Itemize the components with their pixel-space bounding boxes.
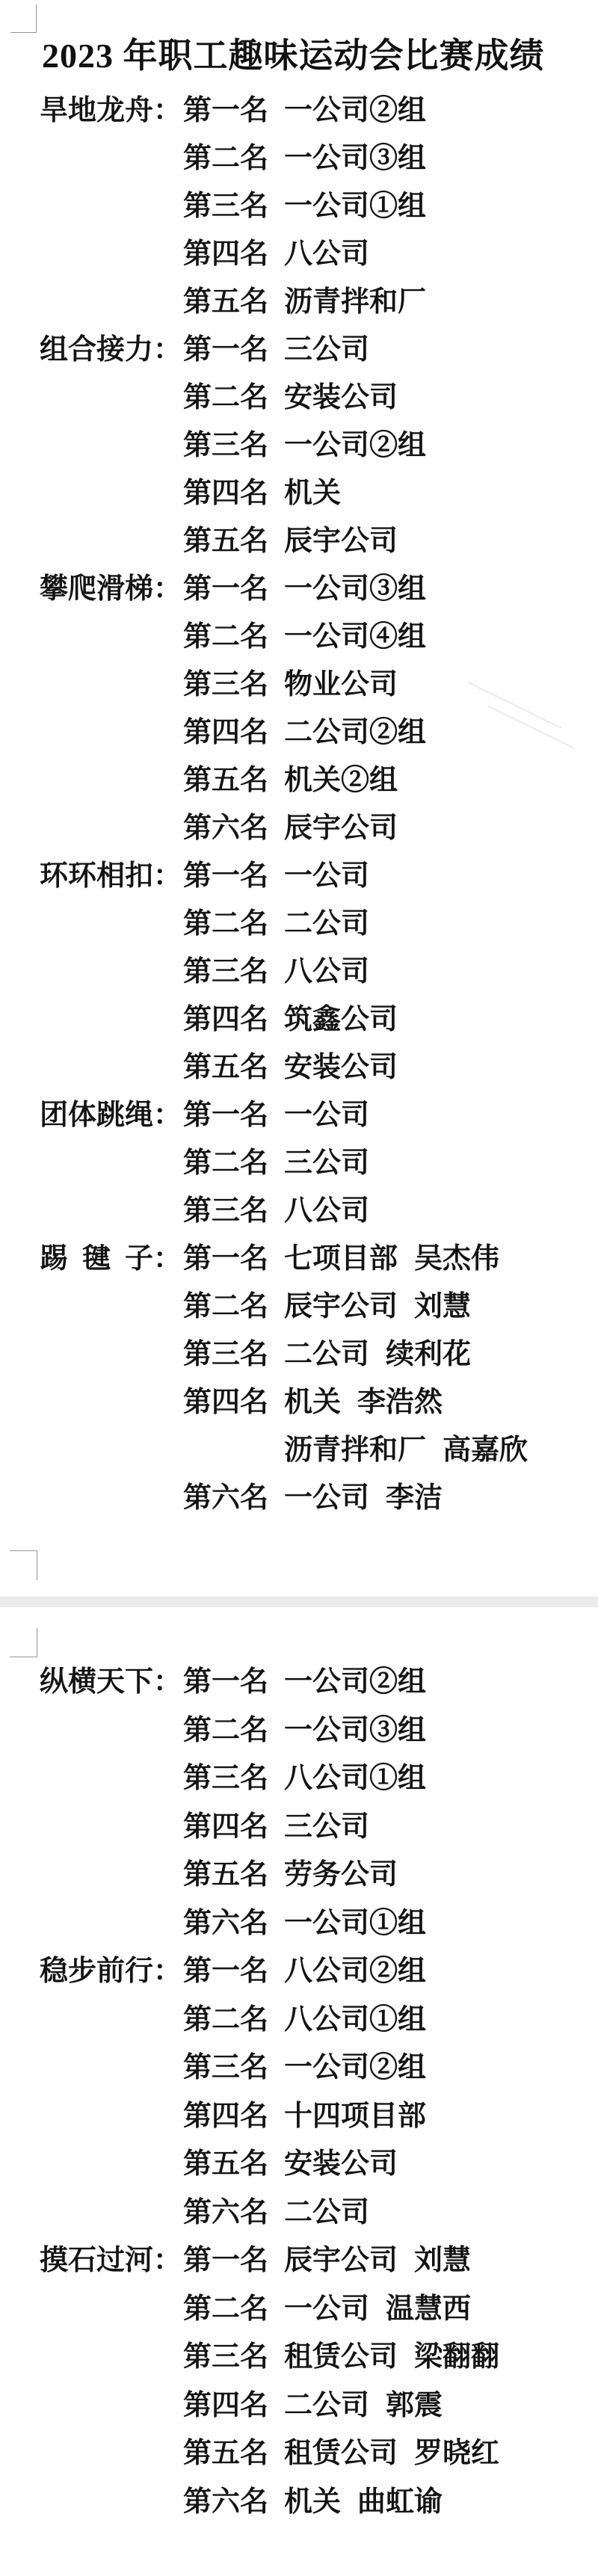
result-row xyxy=(0,1666,598,1698)
team-name xyxy=(284,2341,499,2373)
rank-label: 第一名 xyxy=(183,95,269,126)
team-name xyxy=(284,1243,499,1275)
result-row xyxy=(0,1387,598,1418)
event-name: 旱地龙舟 xyxy=(40,95,154,126)
team-text: 沥青拌和厂 xyxy=(284,1435,427,1466)
team-name xyxy=(284,765,398,796)
rank-label: 第三名 xyxy=(183,669,269,700)
event-name: 攀爬滑梯 xyxy=(40,573,154,605)
team-name xyxy=(284,1052,398,1083)
team-text: 一公司②组 xyxy=(284,430,427,461)
event-colon: ： xyxy=(153,95,182,126)
rank-label: 第三名 xyxy=(183,1339,269,1370)
team-name xyxy=(284,1482,443,1514)
rank-label: 第三名 xyxy=(183,1763,269,1794)
page-separator xyxy=(0,1597,598,1607)
result-row xyxy=(0,526,598,557)
team-text: 一公司 xyxy=(284,1482,370,1514)
result-row xyxy=(0,860,598,892)
event-colon: ： xyxy=(153,860,182,892)
team-text: 三公司 xyxy=(284,1147,370,1179)
team-text: 一公司①组 xyxy=(284,191,427,222)
result-row xyxy=(0,1859,598,1891)
rank-label: 第三名 xyxy=(183,191,269,222)
page1-top-left-corner-mark xyxy=(10,4,37,33)
result-row xyxy=(0,1100,598,1131)
event-name: 纵横天下 xyxy=(40,1666,154,1698)
rank-label: 第六名 xyxy=(183,2486,269,2518)
result-row xyxy=(0,1811,598,1843)
team-text: 安装公司 xyxy=(284,1052,398,1083)
team-text: 一公司 xyxy=(284,2293,370,2325)
person-name: 罗晓红 xyxy=(414,2438,500,2469)
result-row xyxy=(0,95,598,126)
person-name: 郭震 xyxy=(386,2390,443,2421)
result-row xyxy=(0,2004,598,2036)
team-name xyxy=(284,238,369,270)
team-text: 七项目部 xyxy=(284,1243,398,1275)
rank-label: 第三名 xyxy=(183,2341,269,2373)
team-name xyxy=(284,478,341,509)
event-label xyxy=(40,573,182,605)
rank-label: 第五名 xyxy=(183,765,269,796)
team-name xyxy=(284,813,398,844)
team-name xyxy=(284,526,398,557)
rank-label: 第五名 xyxy=(183,1859,269,1891)
rank-label: 第六名 xyxy=(183,1482,269,1514)
rank-label: 第四名 xyxy=(183,1004,269,1035)
team-text: 二公司 xyxy=(284,2390,370,2421)
rank-label: 第四名 xyxy=(183,717,269,748)
team-name xyxy=(284,382,398,413)
event-label xyxy=(40,334,182,366)
rank-label: 第四名 xyxy=(183,238,269,270)
event-label xyxy=(40,860,182,892)
rank-label: 第二名 xyxy=(183,1291,269,1322)
result-row xyxy=(0,286,598,318)
rank-label: 第一名 xyxy=(183,573,269,605)
person-name: 温慧西 xyxy=(386,2293,472,2325)
team-name xyxy=(284,2486,443,2518)
result-row xyxy=(0,2390,598,2421)
result-row xyxy=(0,1339,598,1370)
team-text: 一公司①组 xyxy=(284,1908,427,1939)
team-text: 八公司①组 xyxy=(284,2004,427,2036)
team-name xyxy=(284,2438,499,2469)
team-name xyxy=(284,1291,471,1322)
team-name xyxy=(284,95,426,126)
team-name xyxy=(284,1908,426,1939)
team-name xyxy=(284,1195,369,1227)
rank-label: 第二名 xyxy=(183,908,269,940)
team-name xyxy=(284,1387,443,1418)
team-name xyxy=(284,286,426,318)
rank-label: 第一名 xyxy=(183,1243,269,1275)
team-text: 八公司 xyxy=(284,238,370,270)
team-text: 一公司 xyxy=(284,1100,370,1131)
team-text: 十四项目部 xyxy=(284,2101,427,2132)
result-row xyxy=(0,1147,598,1179)
result-row xyxy=(0,1956,598,1987)
rank-label: 第二名 xyxy=(183,1147,269,1179)
team-name xyxy=(284,2245,471,2276)
result-row xyxy=(0,2245,598,2276)
result-row xyxy=(0,813,598,844)
team-text: 辰宇公司 xyxy=(284,1291,398,1322)
team-name xyxy=(284,1666,426,1698)
rank-label: 第五名 xyxy=(183,1052,269,1083)
team-text: 机关 xyxy=(284,2486,342,2518)
team-text: 租赁公司 xyxy=(284,2438,398,2469)
team-text: 一公司②组 xyxy=(284,1666,427,1698)
result-row xyxy=(0,2341,598,2373)
team-text: 八公司①组 xyxy=(284,1763,427,1794)
event-colon: ： xyxy=(153,573,182,605)
result-row xyxy=(0,238,598,270)
person-name: 刘慧 xyxy=(414,1291,472,1322)
team-name xyxy=(284,2293,471,2325)
event-colon: ： xyxy=(153,1243,182,1275)
rank-label: 第二名 xyxy=(183,2293,269,2325)
team-name xyxy=(284,1100,369,1131)
rank-label: 第二名 xyxy=(183,143,269,174)
team-name xyxy=(284,669,398,700)
team-text: 一公司 xyxy=(284,860,370,892)
result-row xyxy=(0,2438,598,2469)
rank-label: 第一名 xyxy=(183,2245,269,2276)
rank-label: 第一名 xyxy=(183,1666,269,1698)
result-row xyxy=(0,2052,598,2083)
person-name: 梁翻翻 xyxy=(414,2341,500,2373)
team-name xyxy=(284,2052,426,2083)
team-text: 物业公司 xyxy=(284,669,398,700)
team-text: 一公司③组 xyxy=(284,573,427,605)
team-text: 机关②组 xyxy=(284,765,398,796)
result-row xyxy=(0,430,598,461)
person-name: 续利花 xyxy=(386,1339,472,1370)
result-row xyxy=(0,573,598,605)
rank-label: 第四名 xyxy=(183,1387,269,1418)
rank-label: 第一名 xyxy=(183,1100,269,1131)
team-name xyxy=(284,717,426,748)
team-text: 辰宇公司 xyxy=(284,813,398,844)
team-text: 辰宇公司 xyxy=(284,526,398,557)
rank-label: 第三名 xyxy=(183,956,269,987)
team-name xyxy=(284,1956,426,1987)
team-name xyxy=(284,2004,426,2036)
rank-label: 第四名 xyxy=(183,478,269,509)
team-name xyxy=(284,1435,528,1466)
result-row xyxy=(0,1052,598,1083)
team-name xyxy=(284,860,369,892)
result-row xyxy=(0,908,598,940)
rank-label: 第四名 xyxy=(183,2101,269,2132)
rank-label: 第三名 xyxy=(183,1195,269,1227)
team-text: 二公司 xyxy=(284,1339,370,1370)
team-text: 一公司③组 xyxy=(284,1715,427,1746)
team-text: 三公司 xyxy=(284,334,370,366)
event-label xyxy=(40,1243,182,1275)
rank-label: 第三名 xyxy=(183,2052,269,2083)
team-name xyxy=(284,1147,369,1179)
rank-label: 第一名 xyxy=(183,860,269,892)
result-row xyxy=(0,1243,598,1275)
result-row xyxy=(0,621,598,653)
team-text: 八公司②组 xyxy=(284,1956,427,1987)
page1-bottom-left-corner-mark xyxy=(10,1550,37,1580)
team-name xyxy=(284,191,426,222)
person-name: 曲虹谕 xyxy=(357,2486,443,2518)
rank-label: 第五名 xyxy=(183,286,269,318)
team-name xyxy=(284,430,426,461)
result-row xyxy=(0,191,598,222)
team-text: 二公司 xyxy=(284,908,370,940)
team-name xyxy=(284,1859,398,1891)
rank-label: 第六名 xyxy=(183,1908,269,1939)
result-row xyxy=(0,143,598,174)
rank-label: 第二名 xyxy=(183,1715,269,1746)
team-name xyxy=(284,143,426,174)
team-text: 一公司④组 xyxy=(284,621,427,653)
team-text: 筑鑫公司 xyxy=(284,1004,398,1035)
event-colon: ： xyxy=(153,334,182,366)
team-text: 一公司②组 xyxy=(284,95,427,126)
result-row xyxy=(0,2486,598,2518)
page2-top-left-corner-mark xyxy=(10,1628,37,1657)
team-name xyxy=(284,1004,398,1035)
rank-label: 第四名 xyxy=(183,2390,269,2421)
rank-label: 第四名 xyxy=(183,1811,269,1843)
rank-label: 第一名 xyxy=(183,334,269,366)
person-name: 高嘉欣 xyxy=(443,1435,528,1466)
team-text: 一公司③组 xyxy=(284,143,427,174)
event-name: 团体跳绳 xyxy=(40,1100,154,1131)
result-row xyxy=(0,2148,598,2180)
result-row xyxy=(0,1004,598,1035)
team-name xyxy=(284,1715,426,1746)
rank-label: 第五名 xyxy=(183,2148,269,2180)
team-name xyxy=(284,573,426,605)
team-name xyxy=(284,956,369,987)
team-text: 机关 xyxy=(284,478,342,509)
team-text: 安装公司 xyxy=(284,382,398,413)
person-name: 刘慧 xyxy=(414,2245,472,2276)
event-label xyxy=(40,1666,182,1698)
result-row xyxy=(0,1908,598,1939)
person-name: 李洁 xyxy=(386,1482,443,1514)
document-title: 2023 年职工趣味运动会比赛成绩 xyxy=(42,37,545,75)
team-name xyxy=(284,2101,426,2132)
event-colon: ： xyxy=(153,1666,182,1698)
result-row xyxy=(0,2197,598,2228)
result-row xyxy=(0,1763,598,1794)
result-row xyxy=(0,2293,598,2325)
team-text: 辰宇公司 xyxy=(284,2245,398,2276)
team-name xyxy=(284,1339,471,1370)
event-name: 组合接力 xyxy=(40,334,154,366)
team-name xyxy=(284,2148,398,2180)
result-row xyxy=(0,1291,598,1322)
team-name xyxy=(284,621,426,653)
result-row xyxy=(0,382,598,413)
event-name: 摸石过河 xyxy=(40,2245,154,2276)
rank-label: 第六名 xyxy=(183,2197,269,2228)
team-text: 安装公司 xyxy=(284,2148,398,2180)
result-row xyxy=(0,1435,598,1466)
team-text: 八公司 xyxy=(284,1195,370,1227)
rank-label: 第二名 xyxy=(183,621,269,653)
team-name xyxy=(284,2390,443,2421)
rank-label: 第六名 xyxy=(183,813,269,844)
result-row xyxy=(0,669,598,700)
team-text: 二公司②组 xyxy=(284,717,427,748)
result-row xyxy=(0,334,598,366)
result-row xyxy=(0,717,598,748)
event-label xyxy=(40,95,182,126)
team-text: 八公司 xyxy=(284,956,370,987)
event-label xyxy=(40,1100,182,1131)
team-name xyxy=(284,908,369,940)
team-text: 租赁公司 xyxy=(284,2341,398,2373)
person-name: 吴杰伟 xyxy=(414,1243,500,1275)
result-row xyxy=(0,2101,598,2132)
result-row xyxy=(0,956,598,987)
event-colon: ： xyxy=(153,1100,182,1131)
event-colon: ： xyxy=(153,1956,182,1987)
rank-label: 第五名 xyxy=(183,526,269,557)
team-name xyxy=(284,2197,369,2228)
team-text: 一公司②组 xyxy=(284,2052,427,2083)
result-row xyxy=(0,765,598,796)
team-text: 三公司 xyxy=(284,1811,370,1843)
team-name xyxy=(284,1811,369,1843)
event-name: 踢毽子 xyxy=(40,1243,153,1275)
result-row xyxy=(0,1482,598,1514)
team-text: 二公司 xyxy=(284,2197,370,2228)
event-label xyxy=(40,1956,182,1987)
event-name: 环环相扣 xyxy=(40,860,154,892)
rank-label: 第五名 xyxy=(183,2438,269,2469)
person-name: 李浩然 xyxy=(357,1387,443,1418)
rank-label: 第二名 xyxy=(183,382,269,413)
rank-label: 第一名 xyxy=(183,1956,269,1987)
rank-label: 第三名 xyxy=(183,430,269,461)
team-text: 沥青拌和厂 xyxy=(284,286,427,318)
event-label xyxy=(40,2245,182,2276)
result-row xyxy=(0,1195,598,1227)
team-text: 机关 xyxy=(284,1387,342,1418)
event-name: 稳步前行 xyxy=(40,1956,154,1987)
result-row xyxy=(0,1715,598,1746)
result-row xyxy=(0,478,598,509)
team-name xyxy=(284,1763,426,1794)
rank-label: 第二名 xyxy=(183,2004,269,2036)
team-name xyxy=(284,334,369,366)
event-colon: ： xyxy=(153,2245,182,2276)
team-text: 劳务公司 xyxy=(284,1859,398,1891)
